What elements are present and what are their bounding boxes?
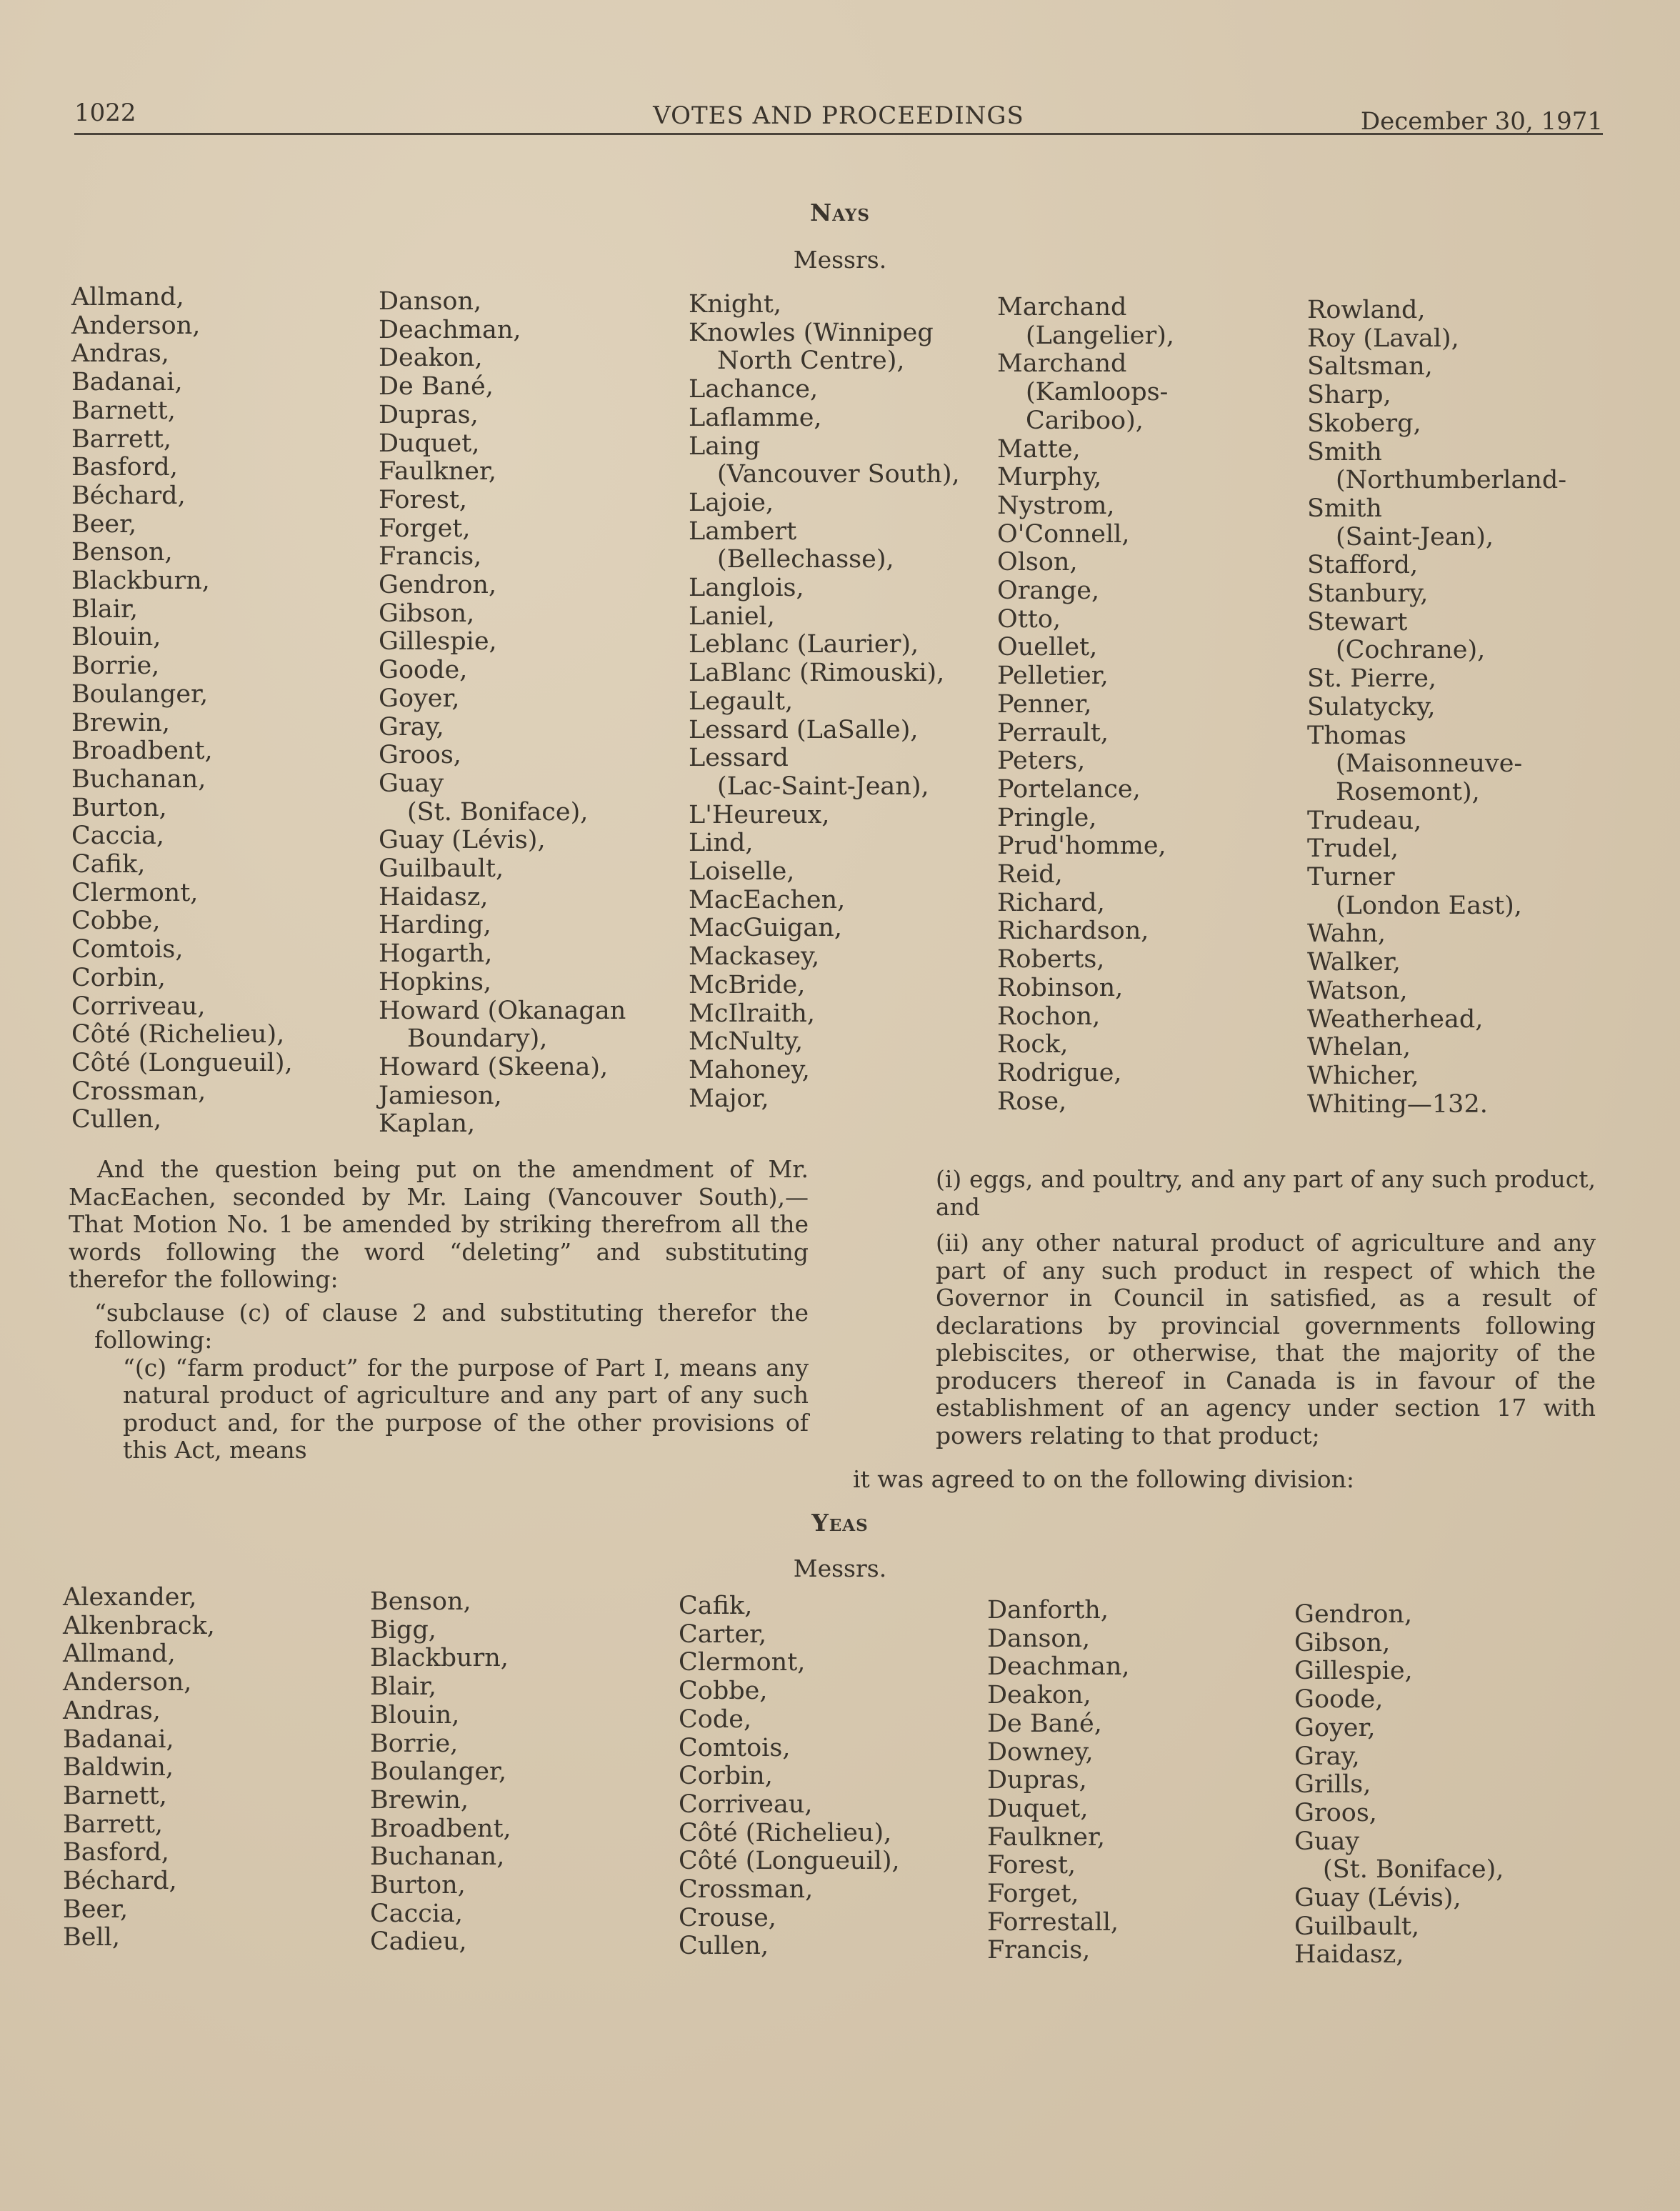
name-entry: (London East), — [1336, 891, 1522, 920]
name-entry: Ouellet, — [997, 633, 1098, 662]
yeas-subheading: Messrs. — [793, 1554, 887, 1582]
name-entry: Turner — [1307, 863, 1395, 892]
name-entry: Downey, — [987, 1737, 1094, 1767]
name-entry: Broadbent, — [370, 1814, 511, 1843]
name-entry: Wahn, — [1307, 919, 1386, 949]
name-entry: Cobbe, — [71, 907, 161, 936]
name-entry: De Bané, — [987, 1709, 1102, 1738]
name-entry: Haidasz, — [379, 882, 489, 912]
name-entry: Haidasz, — [1294, 1940, 1404, 1970]
farm-product-definition: “(c) “farm product” for the purpose of Part I, means any natural product of agriculture and any part of any such product and, for the purpose of the other provisions of this Act, means — [123, 1353, 809, 1464]
name-entry: Duquet, — [379, 429, 480, 458]
name-entry: Major, — [689, 1084, 769, 1113]
name-entry: Grills, — [1294, 1770, 1371, 1800]
name-entry: Groos, — [379, 741, 461, 770]
name-entry: Anderson, — [63, 1668, 192, 1697]
name-entry: Laniel, — [689, 602, 775, 631]
name-entry: Loiselle, — [689, 857, 795, 887]
name-entry: Langlois, — [689, 574, 804, 603]
name-entry: Gillespie, — [379, 627, 497, 657]
name-entry: Clermont, — [71, 878, 199, 907]
name-entry: Forest, — [987, 1851, 1076, 1880]
name-entry: Knowles (Winnipeg — [689, 318, 934, 347]
name-entry: Danson, — [379, 287, 482, 316]
name-entry: Deachman, — [987, 1652, 1130, 1682]
motion-left-column — [69, 1156, 809, 1464]
name-entry: Allmand, — [63, 1639, 176, 1669]
name-entry: Forget, — [379, 514, 471, 543]
nays-column-3 — [689, 291, 960, 1113]
name-entry: Burton, — [370, 1871, 466, 1900]
nays-column-1 — [71, 284, 293, 1134]
name-entry: Andras, — [71, 339, 169, 369]
name-entry: (Cochrane), — [1336, 636, 1486, 665]
yeas-column-2 — [370, 1588, 511, 1957]
name-entry: (Kamloops- — [1026, 378, 1169, 407]
name-entry: MacEachen, — [689, 885, 846, 914]
name-entry: Alexander, — [63, 1583, 197, 1612]
name-entry: Richard, — [997, 888, 1105, 917]
name-entry: Basford, — [71, 453, 178, 482]
name-entry: Badanai, — [71, 368, 183, 397]
name-entry: Bigg, — [370, 1615, 436, 1644]
name-entry: Saltsman, — [1307, 352, 1433, 381]
name-entry: Francis, — [379, 542, 482, 572]
name-entry: Brewin, — [71, 708, 170, 737]
name-entry: Mahoney, — [689, 1055, 810, 1084]
name-entry: Côté (Richelieu), — [679, 1818, 892, 1847]
name-entry: Guay — [1294, 1827, 1360, 1856]
name-entry: Lessard (LaSalle), — [689, 715, 919, 744]
name-entry: Pelletier, — [997, 662, 1109, 691]
page-header — [74, 99, 1603, 135]
name-entry: Watson, — [1307, 976, 1408, 1005]
name-entry: Boulanger, — [370, 1757, 507, 1787]
name-entry: Crouse, — [679, 1903, 776, 1932]
name-entry: Rowland, — [1307, 296, 1426, 324]
name-entry: Trudeau, — [1307, 806, 1422, 835]
name-entry: Borrie, — [71, 652, 160, 681]
name-entry: Blair, — [370, 1672, 436, 1702]
name-entry: Gillespie, — [1294, 1657, 1413, 1686]
name-entry: Blouin, — [71, 623, 161, 652]
name-entry: Smith — [1307, 494, 1382, 523]
name-entry: Dupras, — [379, 400, 479, 429]
name-entry: Faulkner, — [379, 457, 496, 486]
name-entry: (Maisonneuve- — [1336, 749, 1523, 779]
name-entry: Guilbault, — [1294, 1912, 1420, 1941]
name-entry: Marchand — [997, 349, 1127, 379]
name-entry: Kaplan, — [379, 1109, 476, 1139]
name-entry: Blouin, — [370, 1700, 460, 1730]
name-entry: Goyer, — [379, 684, 460, 713]
name-entry: Burton, — [71, 793, 167, 822]
name-entry: Buchanan, — [370, 1842, 505, 1872]
name-entry: Benson, — [71, 538, 173, 567]
name-entry: Robinson, — [997, 973, 1124, 1002]
name-entry: Mackasey, — [689, 942, 820, 972]
name-entry: (Lac-Saint-Jean), — [717, 772, 929, 801]
motion-quote: “subclause (c) of clause 2 and substituting therefor the following: — [94, 1298, 809, 1354]
name-entry: Roberts, — [997, 945, 1105, 974]
name-entry: Whicher, — [1307, 1061, 1419, 1090]
name-entry: Howard (Okanagan — [379, 996, 626, 1025]
name-entry: Roy (Laval), — [1307, 324, 1459, 353]
name-entry: Guay — [379, 769, 444, 798]
name-entry: Barrett, — [63, 1810, 164, 1839]
name-entry: Côté (Richelieu), — [71, 1020, 285, 1049]
name-entry: Buchanan, — [71, 764, 206, 794]
name-entry: Caccia, — [370, 1899, 464, 1928]
name-entry: LaBlanc (Rimouski), — [689, 659, 945, 688]
name-entry: Legault, — [689, 687, 794, 716]
name-entry: (Northumberland- — [1336, 466, 1567, 495]
name-entry: Lambert — [689, 516, 797, 546]
name-entry: Barnett, — [71, 396, 176, 425]
name-entry: McIlraith, — [689, 999, 815, 1028]
name-entry: Groos, — [1294, 1798, 1377, 1827]
name-entry: Rochon, — [997, 1002, 1101, 1031]
name-entry: Comtois, — [679, 1733, 791, 1762]
name-entry: Murphy, — [997, 463, 1102, 492]
name-entry: North Centre), — [717, 346, 905, 376]
name-entry: Sharp, — [1307, 381, 1391, 410]
name-entry: Smith — [1307, 437, 1382, 466]
name-entry: Côté (Longueuil), — [71, 1048, 293, 1077]
name-entry: Lajoie, — [689, 488, 774, 517]
motion-right-column — [936, 1166, 1596, 1449]
name-entry: Beer, — [63, 1895, 129, 1924]
name-entry: MacGuigan, — [689, 914, 842, 943]
name-entry: Harding, — [379, 911, 491, 940]
name-entry: Badanai, — [63, 1725, 174, 1754]
name-entry: Gibson, — [1294, 1628, 1391, 1657]
name-entry: Rose, — [997, 1087, 1067, 1116]
name-entry: De Bané, — [379, 372, 494, 401]
yeas-column-1 — [63, 1584, 215, 1952]
name-entry: Barrett, — [71, 424, 172, 454]
name-entry: Portelance, — [997, 774, 1141, 804]
name-entry: Howard (Skeena), — [379, 1052, 609, 1082]
name-entry: Cariboo), — [1026, 406, 1144, 435]
name-entry: Trudel, — [1307, 834, 1399, 864]
name-entry: Alkenbrack, — [63, 1611, 215, 1640]
name-entry: Clermont, — [679, 1648, 806, 1677]
name-entry: Barnett, — [63, 1781, 167, 1810]
motion-intro: And the question being put on the amendment of Mr. MacEachen, seconded by Mr. Laing (Vancouver South),—That Motion No. 1 be amended by striking therefrom all the words following the word “deleting” and substituting therefor the following: — [69, 1155, 809, 1293]
name-entry: Code, — [679, 1705, 752, 1734]
name-entry: Gray, — [379, 712, 444, 742]
name-entry: (Langelier), — [1026, 321, 1175, 350]
name-entry: Guilbault, — [379, 854, 504, 884]
name-entry: Corbin, — [679, 1762, 773, 1791]
name-entry: Jamieson, — [379, 1081, 502, 1110]
name-entry: Boulanger, — [71, 679, 209, 709]
name-entry: Béchard, — [71, 481, 186, 510]
name-entry: Rock, — [997, 1030, 1069, 1059]
name-entry: Cafik, — [679, 1592, 753, 1620]
name-entry: Deakon, — [379, 344, 483, 373]
name-entry: Danforth, — [987, 1596, 1109, 1624]
nays-subheading: Messrs. — [793, 246, 887, 274]
name-entry: Broadbent, — [71, 737, 213, 766]
nays-column-5 — [1307, 296, 1566, 1119]
name-entry: Allmand, — [71, 283, 184, 311]
name-entry: Anderson, — [71, 311, 201, 340]
name-entry: Laflamme, — [689, 403, 822, 432]
name-entry: Forget, — [987, 1880, 1079, 1909]
nays-column-2 — [379, 288, 626, 1139]
name-entry: Lachance, — [689, 375, 819, 404]
name-entry: Sulatycky, — [1307, 692, 1436, 722]
name-entry: Corriveau, — [679, 1790, 813, 1819]
name-entry: Cullen, — [679, 1932, 769, 1961]
name-entry: Laing — [689, 431, 761, 461]
nays-column-4 — [997, 294, 1174, 1116]
name-entry: Whiting—132. — [1307, 1089, 1488, 1119]
name-entry: Rosemont), — [1336, 777, 1480, 807]
page-number: 1022 — [74, 99, 136, 127]
name-entry: Duquet, — [987, 1794, 1089, 1823]
name-entry: Gendron, — [379, 571, 497, 600]
name-entry: Danson, — [987, 1624, 1091, 1653]
name-entry: Stafford, — [1307, 551, 1419, 580]
name-entry: Pringle, — [997, 803, 1097, 832]
name-entry: (St. Boniface), — [1323, 1855, 1504, 1885]
name-entry: (Saint-Jean), — [1336, 522, 1494, 551]
name-entry: Forest, — [379, 485, 468, 514]
name-entry: Forrestall, — [987, 1907, 1119, 1937]
page-date: December 30, 1971 — [1360, 107, 1603, 136]
yeas-heading: Yeas — [811, 1509, 869, 1537]
name-entry: Peters, — [997, 747, 1086, 776]
name-entry: Stanbury, — [1307, 579, 1429, 609]
motion-item-i: (i) eggs, and poultry, and any part of any such product, and — [936, 1165, 1596, 1221]
name-entry: Cafik, — [71, 850, 146, 879]
name-entry: Lessard — [689, 744, 789, 773]
name-entry: Stewart — [1307, 607, 1408, 637]
name-entry: Corriveau, — [71, 992, 206, 1021]
name-entry: Penner, — [997, 689, 1092, 719]
name-entry: Cobbe, — [679, 1677, 768, 1706]
name-entry: Hopkins, — [379, 967, 492, 997]
name-entry: Faulkner, — [987, 1822, 1105, 1852]
name-entry: Lind, — [689, 829, 754, 858]
name-entry: Weatherhead, — [1307, 1004, 1484, 1034]
name-entry: Gray, — [1294, 1742, 1360, 1771]
yeas-column-5 — [1294, 1601, 1504, 1970]
name-entry: McNulty, — [689, 1027, 804, 1057]
motion-item-ii: (ii) any other natural product of agriculture and any part of any such product in respect of which the Governor in Council in satisfied, as a result of declarations by provincial governments following plebiscites, or otherwise, that the majority of the producers thereof in Canada is in favour of the establishment of an agency under section 17 with powers relating to that product; — [936, 1229, 1596, 1449]
name-entry: Reid, — [997, 860, 1063, 889]
name-entry: Borrie, — [370, 1729, 459, 1758]
running-title: VOTES AND PROCEEDINGS — [653, 101, 1024, 130]
name-entry: Corbin, — [71, 963, 166, 992]
name-entry: Goyer, — [1294, 1713, 1376, 1742]
name-entry: Beer, — [71, 509, 137, 539]
name-entry: Otto, — [997, 604, 1061, 634]
name-entry: Nystrom, — [997, 491, 1115, 520]
name-entry: Andras, — [63, 1696, 161, 1725]
name-entry: Guay (Lévis), — [379, 826, 546, 855]
name-entry: (Vancouver South), — [717, 460, 960, 489]
name-entry: Caccia, — [71, 822, 165, 851]
name-entry: O'Connell, — [997, 519, 1130, 549]
name-entry: Crossman, — [679, 1875, 814, 1905]
name-entry: Benson, — [370, 1587, 471, 1616]
name-entry: Richardson, — [997, 917, 1149, 946]
name-entry: Goode, — [379, 656, 468, 685]
name-entry: Deakon, — [987, 1681, 1091, 1710]
name-entry: Basford, — [63, 1838, 169, 1867]
name-entry: Gendron, — [1294, 1600, 1413, 1629]
name-entry: (Bellechasse), — [717, 545, 894, 574]
name-entry: Matte, — [997, 434, 1081, 464]
name-entry: McBride, — [689, 970, 806, 999]
name-entry: Crossman, — [71, 1077, 206, 1106]
name-entry: Knight, — [689, 290, 782, 319]
name-entry: Dupras, — [987, 1766, 1087, 1795]
name-entry: Carter, — [679, 1619, 767, 1649]
name-entry: Gibson, — [379, 599, 475, 628]
name-entry: Skoberg, — [1307, 409, 1421, 438]
name-entry: L'Heureux, — [689, 800, 830, 829]
name-entry: Olson, — [997, 548, 1078, 577]
name-entry: (St. Boniface), — [407, 797, 589, 827]
nays-heading: Nays — [810, 199, 870, 226]
name-entry: Leblanc (Laurier), — [689, 630, 919, 659]
yeas-column-4 — [987, 1597, 1130, 1965]
name-entry: Brewin, — [370, 1785, 469, 1815]
division-result: it was agreed to on the following division: — [853, 1465, 1354, 1493]
name-entry: Prud'homme, — [997, 832, 1166, 861]
name-entry: Blackburn, — [71, 567, 210, 596]
name-entry: Perrault, — [997, 718, 1109, 747]
name-entry: Rodrigue, — [997, 1058, 1122, 1087]
name-entry: Goode, — [1294, 1685, 1384, 1715]
name-entry: Hogarth, — [379, 939, 493, 969]
yeas-column-3 — [679, 1592, 900, 1961]
name-entry: Comtois, — [71, 935, 184, 964]
name-entry: Thomas — [1307, 721, 1406, 750]
name-entry: Francis, — [987, 1936, 1091, 1965]
name-entry: Guay (Lévis), — [1294, 1884, 1461, 1913]
name-entry: Côté (Longueuil), — [679, 1847, 900, 1876]
name-entry: Walker, — [1307, 948, 1401, 977]
name-entry: Blackburn, — [370, 1644, 509, 1673]
name-entry: Béchard, — [63, 1867, 177, 1896]
name-entry: Boundary), — [407, 1024, 548, 1054]
name-entry: Orange, — [997, 577, 1100, 606]
name-entry: Deachman, — [379, 315, 521, 344]
name-entry: Cullen, — [71, 1105, 162, 1134]
name-entry: Bell, — [63, 1923, 120, 1952]
name-entry: Blair, — [71, 594, 138, 624]
name-entry: St. Pierre, — [1307, 664, 1437, 694]
name-entry: Cadieu, — [370, 1927, 467, 1957]
name-entry: Marchand — [997, 293, 1127, 321]
name-entry: Whelan, — [1307, 1033, 1411, 1062]
name-entry: Baldwin, — [63, 1753, 174, 1782]
